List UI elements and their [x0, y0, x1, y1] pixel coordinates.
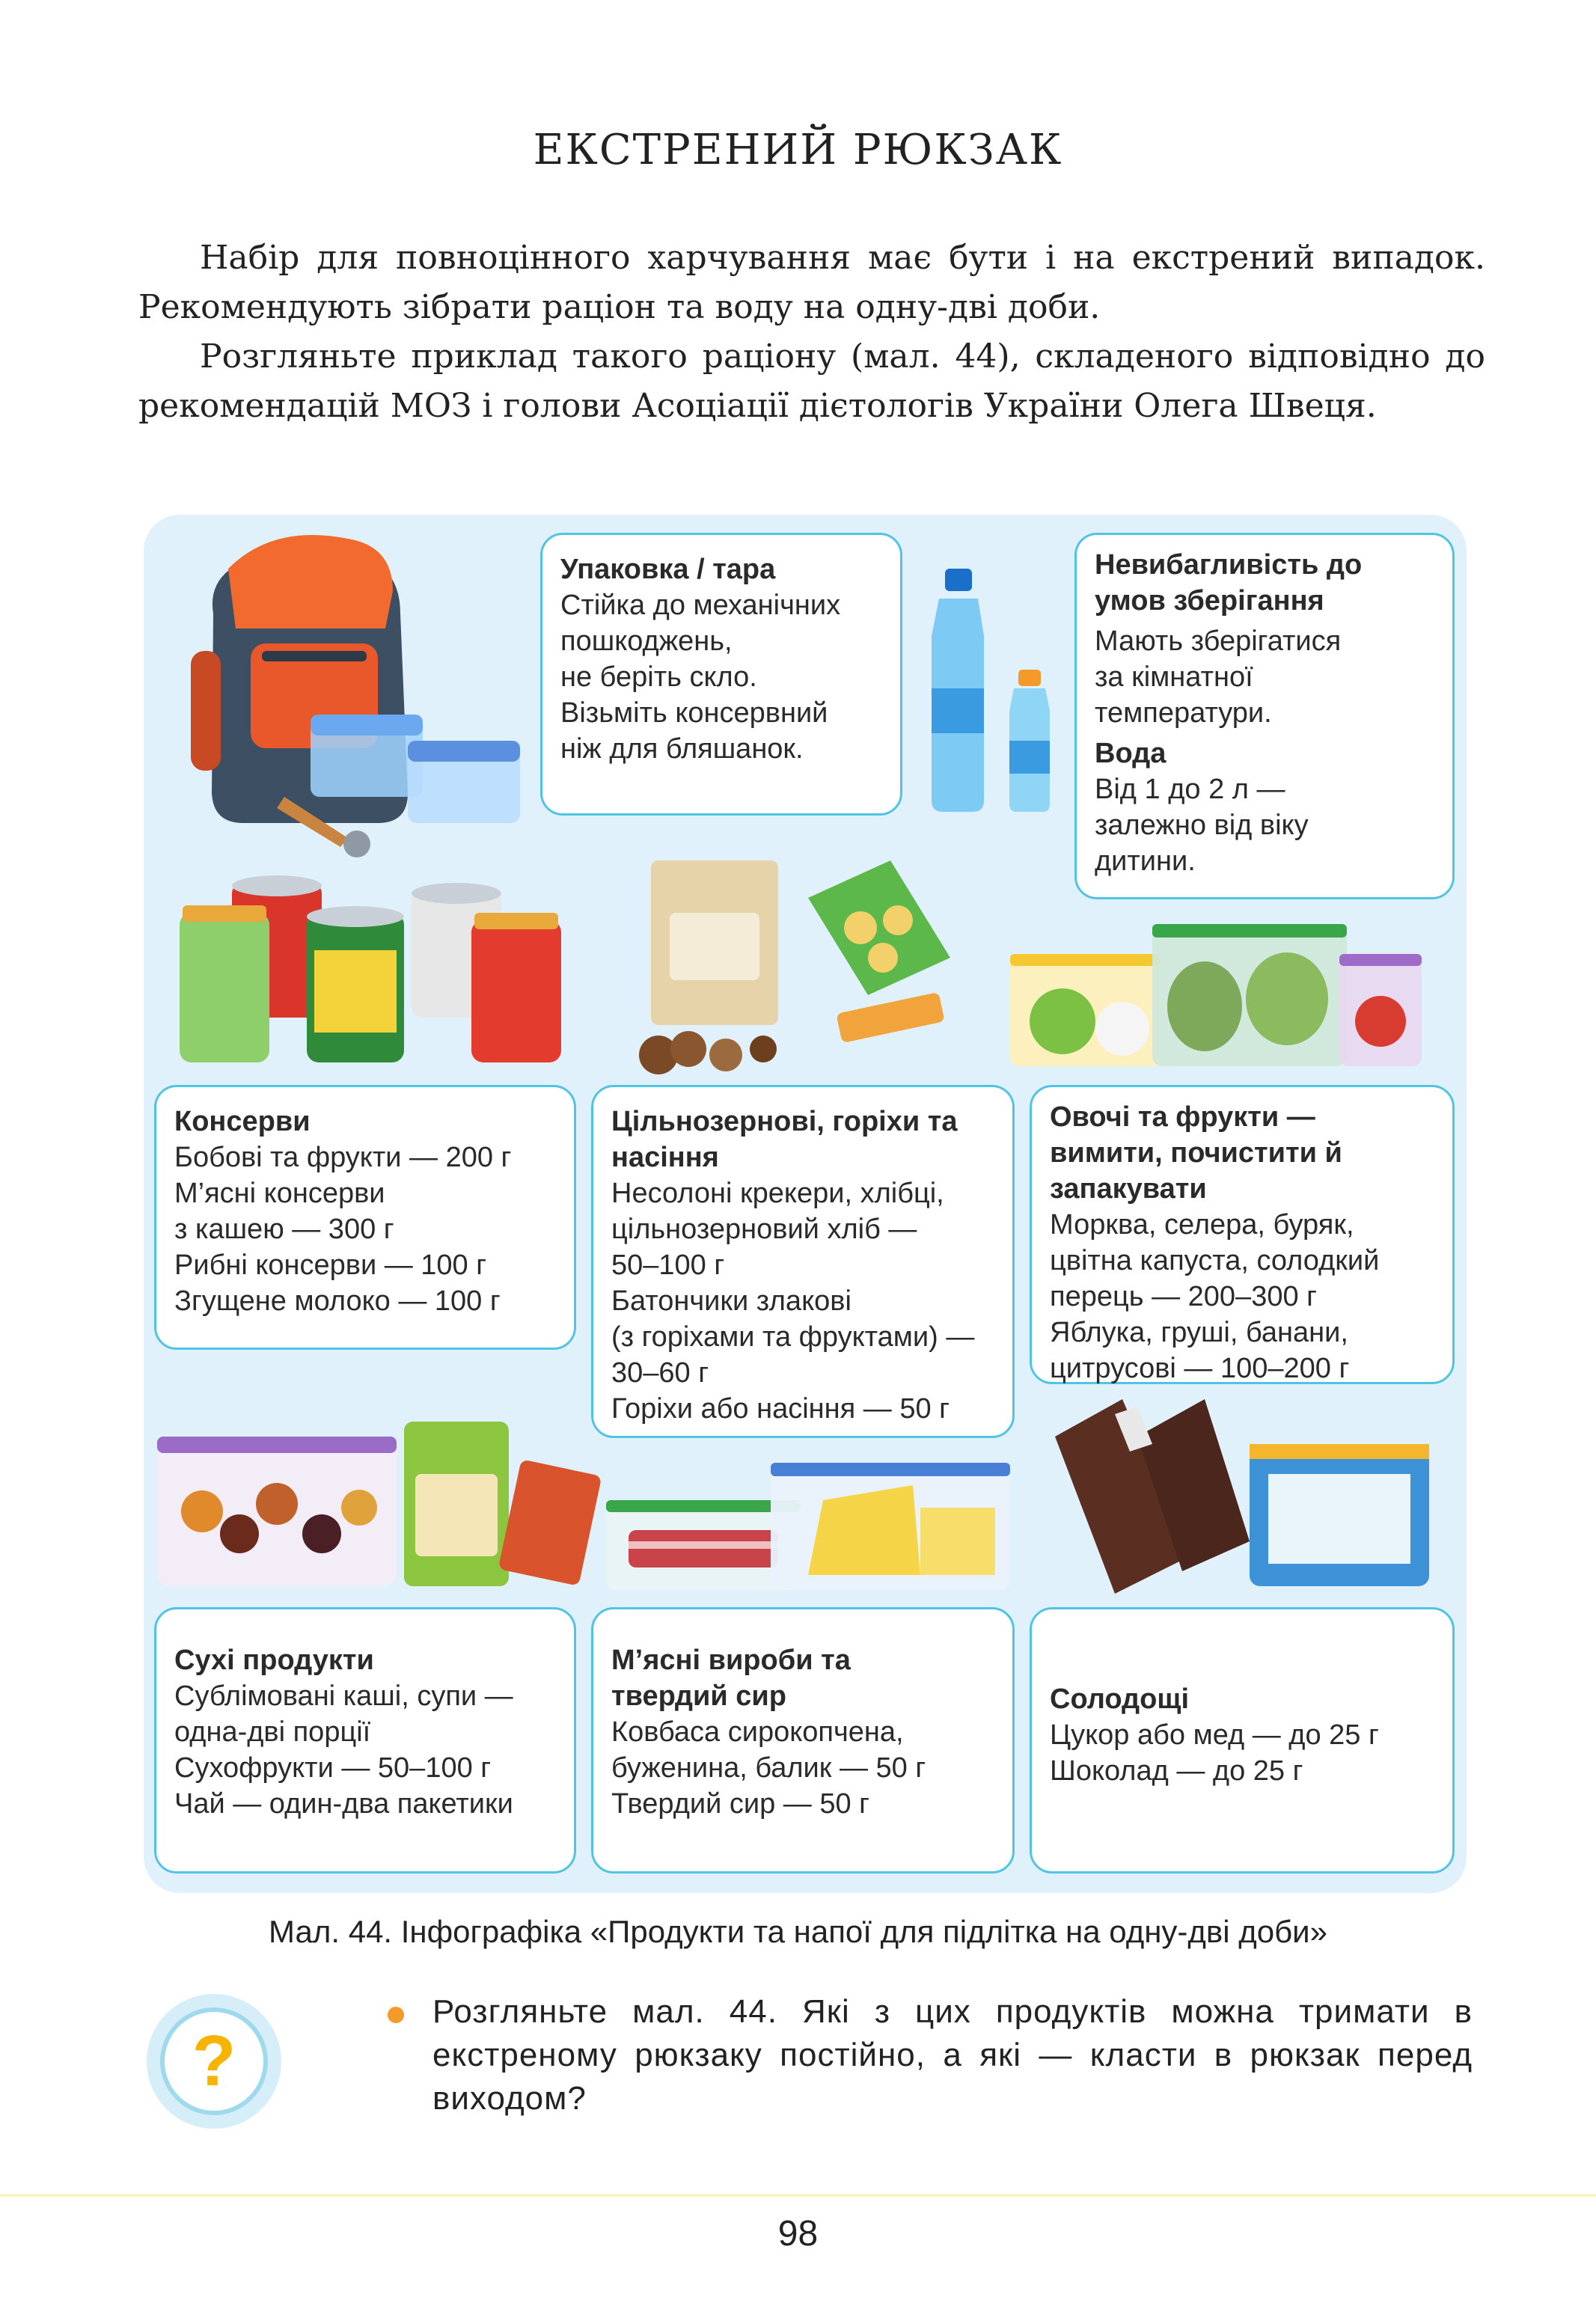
card-line: ніж для бляшанок. — [560, 733, 804, 765]
card-line: Ковбаса сирокопчена, — [611, 1716, 904, 1748]
card-storage — [1074, 533, 1455, 899]
card-line: Стійка до механічних — [560, 590, 841, 621]
card-storage-title-2: умов зберігання — [1095, 585, 1324, 617]
card-line: Яблука, груші, банани, — [1050, 1317, 1348, 1348]
card-line: М’ясні консерви — [174, 1178, 385, 1209]
card-line: Візьміть консервний — [560, 697, 828, 729]
meat-cheese-illustration — [599, 1448, 1018, 1597]
card-canned-title: Консерви — [174, 1106, 311, 1137]
card-line: Сухофрукти — 50–100 г — [174, 1752, 492, 1784]
card-line: залежно від віку — [1095, 810, 1309, 841]
card-line: Від 1 до 2 л — — [1095, 774, 1285, 805]
card-line: Згущене молоко — 100 г — [174, 1285, 501, 1317]
card-veg-title-3: запакувати — [1050, 1173, 1207, 1205]
card-vegetables — [1030, 1085, 1455, 1384]
dried-fruit-illustration — [150, 1422, 614, 1601]
card-line: цитрусові — 100–200 г — [1050, 1353, 1350, 1384]
card-grains-title-1: Цільнозернові, горіхи та — [611, 1106, 958, 1137]
card-dry-title: Сухі продукти — [174, 1645, 374, 1676]
card-grains-title-2: насіння — [611, 1142, 719, 1173]
page-number: 98 — [777, 2214, 819, 2254]
card-line: пошкоджень, — [560, 626, 733, 657]
card-line: (з горіхами та фруктами) — — [611, 1321, 975, 1353]
card-water-title: Вода — [1095, 738, 1167, 769]
card-line: перець — 200–300 г — [1050, 1281, 1318, 1312]
card-veg-title-2: вимити, почистити й — [1050, 1137, 1342, 1169]
card-packaging-title: Упаковка / тара — [560, 554, 776, 585]
card-line: 30–60 г — [611, 1357, 709, 1389]
card-line: Цукор або мед — до 25 г — [1050, 1719, 1379, 1751]
card-line: цільнозерновий хліб — — [611, 1214, 917, 1245]
card-veg-title-1: Овочі та фрукти — — [1050, 1101, 1315, 1133]
card-line: Несолоні крекери, хлібці, — [611, 1178, 944, 1209]
card-line: буженина, балик — 50 г — [611, 1752, 926, 1784]
card-line: Чай — один-два пакетики — [174, 1788, 513, 1820]
card-line: Рибні консерви — 100 г — [174, 1250, 487, 1281]
card-line: з кашею — 300 г — [174, 1214, 394, 1245]
card-line: одна-дві порції — [174, 1716, 371, 1748]
card-meat-title-1: М’ясні вироби та — [611, 1645, 851, 1676]
card-line: Шоколад — до 25 г — [1050, 1755, 1303, 1787]
card-line: Сублімовані каші, супи — — [174, 1680, 513, 1712]
intro-text — [138, 233, 1485, 431]
canned-goods-illustration — [180, 875, 569, 1070]
bullet-icon — [388, 2007, 404, 2023]
question-mark-icon: ? — [160, 2007, 268, 2115]
figure-caption: Мал. 44. Інфографіка «Продукти та напої для підлітка на одну-дві доби» — [269, 1914, 1327, 1949]
card-line: Батончики злакові — [611, 1285, 851, 1317]
card-line: не беріть скло. — [560, 661, 757, 693]
card-line: Горіхи або насіння — 50 г — [611, 1393, 950, 1425]
card-meat-title-2: твердий сир — [611, 1680, 786, 1712]
card-sweets-title: Солодощі — [1050, 1683, 1190, 1715]
card-storage-title-1: Невибагливість до — [1095, 549, 1363, 581]
card-canned — [154, 1085, 576, 1350]
page-title: ЕКСТРЕНИЙ РЮКЗАК — [533, 126, 1063, 174]
grains-nuts-illustration — [614, 853, 973, 1077]
card-line: цвітна капуста, солодкий — [1050, 1245, 1380, 1276]
card-line: за кімнатної — [1095, 661, 1253, 693]
card-sweets — [1030, 1607, 1455, 1874]
card-line: дитини. — [1095, 845, 1196, 877]
card-line: температури. — [1095, 697, 1272, 729]
question-text: Розгляньте мал. 44. Які з цих продуктів можна тримати в екстреному рюкзаку постійно, а які — класти в рюкзак перед виходом? — [432, 1993, 1473, 2117]
footer-divider — [0, 2194, 1596, 2197]
card-packaging — [540, 533, 902, 816]
sweets-illustration — [1025, 1392, 1429, 1609]
card-grains — [591, 1085, 1015, 1438]
card-line: 50–100 г — [611, 1250, 725, 1281]
card-meat-cheese — [591, 1607, 1015, 1874]
fruit-containers-illustration — [1010, 924, 1429, 1074]
card-line: Морква, селера, буряк, — [1050, 1209, 1354, 1241]
intro-paragraph-1: Набір для повноцінного харчування має бути і на екстрений випадок. Рекомендують зібрати раціон та воду на одну-дві доби. — [138, 239, 1485, 326]
card-line: Бобові та фрукти — 200 г — [174, 1142, 512, 1173]
card-line: Твердий сир — 50 г — [611, 1788, 870, 1820]
card-line: Мають зберігатися — [1095, 626, 1342, 657]
intro-paragraph-2: Розгляньте приклад такого раціону (мал. 44), складеного відповідно до рекомендацій МОЗ і голови Асоціації дієтологів України Олега Швеця. — [138, 337, 1485, 425]
water-bottles-illustration — [917, 569, 1074, 816]
card-dry-products — [154, 1607, 576, 1874]
backpack-illustration — [161, 524, 535, 868]
